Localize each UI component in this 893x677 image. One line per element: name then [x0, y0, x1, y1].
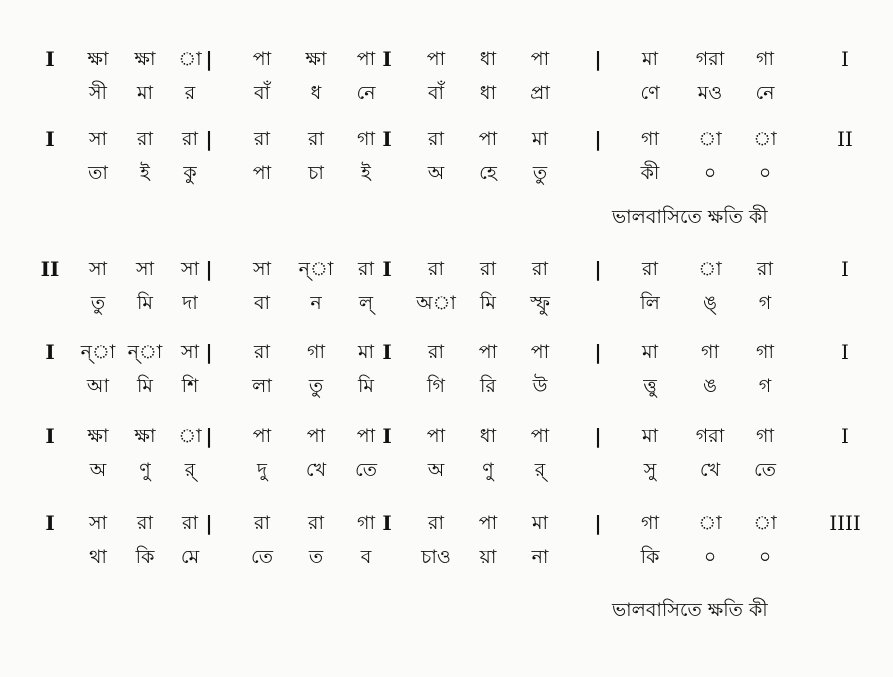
note-syllable: পা	[252, 48, 272, 70]
note-syllable: রা	[532, 258, 548, 280]
lyric-syllable: নে	[755, 82, 775, 104]
lyric-syllable: ধা	[479, 82, 497, 104]
lyric-syllable: ন	[310, 292, 322, 314]
lyric-syllable: গ	[758, 375, 772, 397]
lyric-syllable: ল্	[358, 292, 374, 314]
note-syllable: া	[753, 128, 777, 150]
lyric-syllable: তু	[90, 292, 106, 314]
measure-separator: |	[205, 424, 213, 448]
lyric-syllable: তা	[88, 162, 108, 184]
note-syllable: রা	[428, 341, 444, 363]
note-syllable: রা	[254, 341, 270, 363]
note-syllable: সা	[88, 128, 108, 150]
lyric-syllable: তে	[251, 546, 273, 568]
lyric-syllable: অ	[427, 459, 445, 481]
bar-line-open: I	[45, 424, 55, 448]
note-syllable: রা	[182, 128, 198, 150]
note-syllable: মা	[641, 425, 659, 447]
note-syllable: পা	[530, 341, 550, 363]
note-syllable: রা	[428, 512, 444, 534]
measure-separator: |	[594, 127, 602, 151]
lyric-syllable: নে	[356, 82, 376, 104]
lyric-syllable: রি	[480, 375, 496, 397]
lyric-syllable: ঙ	[703, 375, 717, 397]
note-syllable: া	[178, 425, 202, 447]
note-syllable: ন্া	[80, 341, 116, 363]
note-syllable: পা	[356, 425, 376, 447]
lyric-syllable: মি	[137, 375, 153, 397]
song-title: ভালবাসিতে ক্ষতি কী	[612, 599, 768, 621]
note-syllable: রা	[480, 258, 496, 280]
note-syllable: পা	[252, 425, 272, 447]
lyric-syllable: তে	[355, 459, 377, 481]
note-syllable: সা	[252, 258, 272, 280]
lyric-syllable: দা	[182, 292, 198, 314]
note-syllable: পা	[426, 48, 446, 70]
note-syllable: া	[698, 128, 722, 150]
lyric-syllable: য়া	[479, 546, 497, 568]
note-syllable: রা	[358, 258, 374, 280]
note-syllable: গা	[701, 341, 719, 363]
lyric-syllable: মি	[137, 292, 153, 314]
note-syllable: পা	[530, 48, 550, 70]
note-syllable: সা	[135, 258, 155, 280]
note-syllable: রা	[137, 128, 153, 150]
bar-line-open: II	[40, 257, 60, 281]
note-syllable: পা	[478, 128, 498, 150]
note-syllable: মা	[357, 341, 375, 363]
note-syllable: পা	[306, 425, 326, 447]
lyric-syllable: ব	[360, 546, 372, 568]
lyric-syllable: অ	[89, 459, 107, 481]
note-syllable: ধা	[479, 425, 497, 447]
lyric-syllable: চাও	[421, 546, 451, 568]
lyric-syllable: তু	[308, 375, 324, 397]
note-syllable: ক্ষা	[87, 425, 109, 447]
lyric-syllable: শি	[181, 375, 199, 397]
note-syllable: া	[178, 48, 202, 70]
lyric-syllable: কু	[183, 162, 197, 184]
note-syllable: রা	[254, 128, 270, 150]
lyric-syllable: ০	[703, 162, 717, 184]
measure-separator: |	[205, 47, 213, 71]
note-syllable: গা	[307, 341, 325, 363]
lyric-syllable: মও	[697, 82, 723, 104]
measure-separator: |	[594, 340, 602, 364]
lyric-syllable: ০	[703, 546, 717, 568]
note-syllable: গা	[357, 512, 375, 534]
lyric-syllable: ণু	[482, 459, 494, 481]
lyric-syllable: সু	[643, 459, 657, 481]
note-syllable: সা	[88, 258, 108, 280]
lyric-syllable: চা	[308, 162, 324, 184]
measure-separator: |	[594, 47, 602, 71]
lyric-syllable: ই	[361, 162, 371, 184]
lyric-syllable: বাঁ	[427, 82, 445, 104]
lyric-syllable: তে	[754, 459, 776, 481]
note-syllable: রা	[757, 258, 773, 280]
lyric-syllable: মে	[180, 546, 200, 568]
lyric-syllable: সী	[89, 82, 107, 104]
lyric-syllable: কী	[640, 162, 660, 184]
bar-line-mid: I	[382, 47, 392, 71]
lyric-syllable: ণু	[139, 459, 151, 481]
note-syllable: মা	[531, 512, 549, 534]
note-syllable: গা	[756, 425, 774, 447]
note-syllable: রা	[182, 512, 198, 534]
note-syllable: রা	[428, 258, 444, 280]
note-syllable: গা	[756, 341, 774, 363]
lyric-syllable: কি	[640, 546, 660, 568]
note-syllable: ন্া	[298, 258, 334, 280]
lyric-syllable: ই	[140, 162, 150, 184]
note-syllable: সা	[180, 341, 200, 363]
measure-separator: |	[205, 511, 213, 535]
lyric-syllable: দু	[257, 459, 267, 481]
lyric-syllable: খে	[305, 459, 327, 481]
measure-separator: |	[594, 511, 602, 535]
lyric-syllable: মি	[480, 292, 496, 314]
bar-line-close: I	[841, 47, 849, 71]
note-syllable: গা	[641, 512, 659, 534]
measure-separator: |	[205, 340, 213, 364]
measure-separator: |	[205, 127, 213, 151]
note-syllable: গা	[641, 128, 659, 150]
lyric-syllable: বাঁ	[253, 82, 271, 104]
measure-separator: |	[594, 257, 602, 281]
bar-line-mid: I	[382, 424, 392, 448]
bar-line-open: I	[45, 340, 55, 364]
note-syllable: পা	[530, 425, 550, 447]
lyric-syllable: অা	[416, 292, 456, 314]
measure-separator: |	[594, 424, 602, 448]
note-syllable: সা	[180, 258, 200, 280]
note-syllable: রা	[428, 128, 444, 150]
bar-line-close: II	[837, 127, 853, 151]
lyric-syllable: র	[184, 82, 196, 104]
measure-separator: |	[205, 257, 213, 281]
note-syllable: রা	[137, 512, 153, 534]
bar-line-close: IIII	[829, 511, 861, 535]
lyric-syllable: গি	[427, 375, 445, 397]
lyric-syllable: ০	[758, 546, 772, 568]
note-syllable: রা	[254, 512, 270, 534]
note-syllable: া	[698, 512, 722, 534]
lyric-syllable: ত্তু	[643, 375, 657, 397]
bar-line-open: I	[45, 47, 55, 71]
note-syllable: ন্া	[127, 341, 163, 363]
lyric-syllable: র্	[534, 459, 546, 481]
lyric-syllable: ঙ্	[703, 292, 717, 314]
lyric-syllable: গ	[758, 292, 772, 314]
bar-line-mid: I	[382, 127, 392, 151]
note-syllable: মা	[531, 128, 549, 150]
lyric-syllable: থা	[89, 546, 107, 568]
note-syllable: গা	[357, 128, 375, 150]
note-syllable: ক্ষা	[134, 425, 156, 447]
lyric-syllable: পা	[252, 162, 272, 184]
note-syllable: ধা	[479, 48, 497, 70]
note-syllable: মা	[641, 341, 659, 363]
lyric-syllable: তু	[532, 162, 548, 184]
note-syllable: মা	[641, 48, 659, 70]
lyric-syllable: কি	[135, 546, 155, 568]
lyric-syllable: প্রা	[530, 82, 550, 104]
lyric-syllable: আ	[86, 375, 110, 397]
lyric-syllable: অ	[427, 162, 445, 184]
note-syllable: গা	[756, 48, 774, 70]
lyric-syllable: র্	[184, 459, 196, 481]
lyric-syllable: লি	[640, 292, 660, 314]
note-syllable: রা	[308, 128, 324, 150]
lyric-syllable: স্ফু	[530, 292, 550, 314]
note-syllable: া	[698, 258, 722, 280]
song-title: ভালবাসিতে ক্ষতি কী	[612, 206, 768, 228]
bar-line-open: I	[45, 511, 55, 535]
note-syllable: া	[753, 512, 777, 534]
lyric-syllable: উ	[532, 375, 548, 397]
note-syllable: রা	[642, 258, 658, 280]
note-syllable: রা	[308, 512, 324, 534]
note-syllable: ক্ষা	[134, 48, 156, 70]
lyric-syllable: খে	[699, 459, 721, 481]
lyric-syllable: ত	[308, 546, 324, 568]
note-syllable: গরা	[695, 425, 725, 447]
note-syllable: পা	[426, 425, 446, 447]
note-syllable: সা	[88, 512, 108, 534]
lyric-syllable: হে	[479, 162, 497, 184]
note-syllable: পা	[478, 341, 498, 363]
bar-line-close: I	[841, 340, 849, 364]
bar-line-mid: I	[382, 257, 392, 281]
note-syllable: পা	[478, 512, 498, 534]
bar-line-open: I	[45, 127, 55, 151]
lyric-syllable: ০	[758, 162, 772, 184]
lyric-syllable: ধ	[310, 82, 322, 104]
lyric-syllable: লা	[252, 375, 272, 397]
lyric-syllable: না	[531, 546, 549, 568]
bar-line-close: I	[841, 257, 849, 281]
lyric-syllable: মা	[136, 82, 154, 104]
bar-line-mid: I	[382, 340, 392, 364]
note-syllable: ক্ষা	[87, 48, 109, 70]
note-syllable: পা	[356, 48, 376, 70]
bar-line-mid: I	[382, 511, 392, 535]
lyric-syllable: মি	[358, 375, 374, 397]
lyric-syllable: বা	[253, 292, 271, 314]
bar-line-close: I	[841, 424, 849, 448]
note-syllable: ক্ষা	[305, 48, 327, 70]
note-syllable: গরা	[695, 48, 725, 70]
lyric-syllable: ণে	[640, 82, 660, 104]
